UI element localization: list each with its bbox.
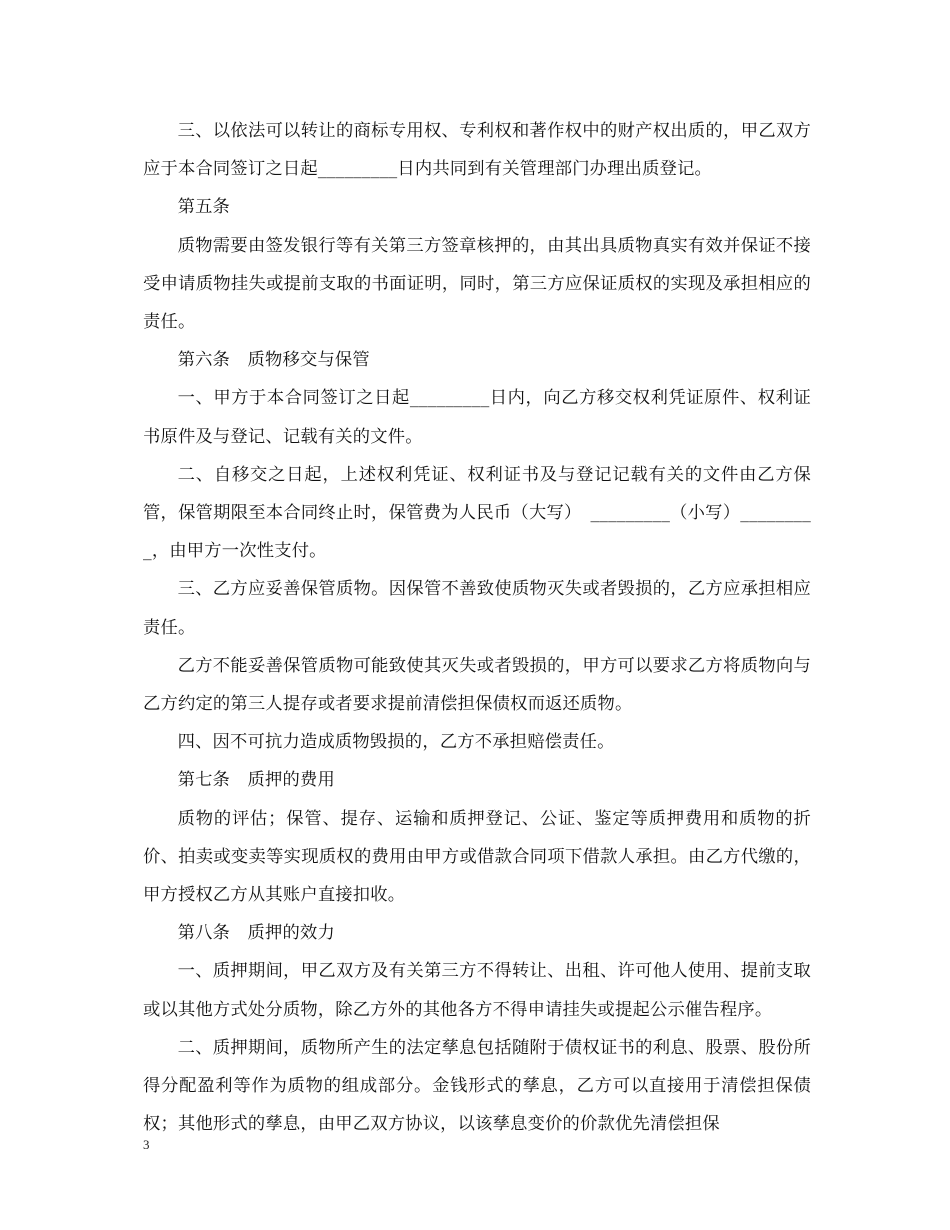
article-7-text: 质物的评估；保管、提存、运输和质押登记、公证、鉴定等质押费用和质物的折价、拍卖或变卖等实现质权的费用由甲方或借款合同项下借款人承担。由乙方代缴的，甲方授权乙方从其账户直接扣收。 [143,808,811,906]
article-6-clause-1: 一、甲方于本合同签订之日起_________日内，向乙方移交权利凭证原件、权利证书原件及与登记、记载有关的文件。 [143,388,811,447]
article-6-clause-3-supplement: 乙方不能妥善保管质物可能致使其灭失或者毁损的，甲方可以要求乙方将质物向与乙方约定的第三人提存或者要求提前清偿担保债权而返还质物。 [143,655,811,715]
article-6-heading: 第六条 质物移交与保管 [177,350,370,371]
article-8-heading: 第八条 质押的效力 [177,923,335,944]
article-8-clause-1: 一、质押期间，甲乙双方及有关第三方不得转让、出租、许可他人使用、提前支取或以其他方式处分质物，除乙方外的其他各方不得申请挂失或提起公示催告程序。 [143,961,811,1020]
document-body [143,112,811,1143]
article-5-heading: 第五条 [177,197,231,218]
article-8-clause-2: 二、质押期间，质物所产生的法定孳息包括随附于债权证书的利息、股票、股份所得分配盈利等作为质物的组成部分。金钱形式的孳息，乙方可以直接用于清偿担保债权；其他形式的孳息，由甲乙双方协议，以该孳息变价的价款优先清偿担保 [143,1037,811,1135]
article-6-clause-2: 二、自移交之日起，上述权利凭证、权利证书及与登记记载有关的文件由乙方保管，保管期限至本合同终止时，保管费为人民币（大写） _________（小写）_________，由甲方一次性支付。 [143,464,811,562]
page-number: 3 [143,1137,150,1152]
article-5-text: 质物需要由签发银行等有关第三方签章核押的，由其出具质物真实有效并保证不接受申请质物挂失或提前支取的书面证明，同时，第三方应保证质权的实现及承担相应的责任。 [143,235,811,333]
article-6-clause-4: 四、因不可抗力造成质物毁损的，乙方不承担赔偿责任。 [177,732,615,753]
article-7-heading: 第七条 质押的费用 [177,770,335,791]
clause-3-pledge-registration: 三、以依法可以转让的商标专用权、专利权和著作权中的财产权出质的，甲乙双方应于本合同签订之日起_________日内共同到有关管理部门办理出质登记。 [143,121,811,180]
article-6-clause-3: 三、乙方应妥善保管质物。因保管不善致使质物灭失或者毁损的，乙方应承担相应责任。 [143,579,811,638]
